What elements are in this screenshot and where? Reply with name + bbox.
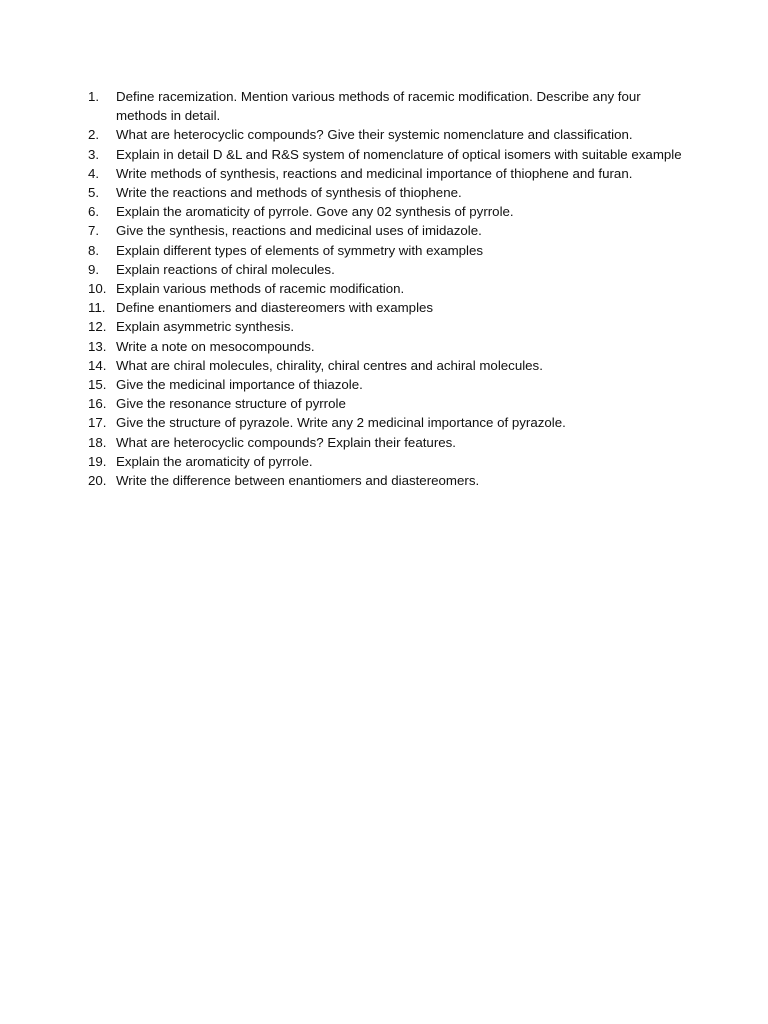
question-number: 6. xyxy=(88,204,100,220)
question-text: Explain reactions of chiral molecules. xyxy=(116,261,335,277)
question-number: 5. xyxy=(88,185,100,201)
question-text: Give the resonance structure of pyrrole xyxy=(116,396,346,412)
question-text: What are heterocyclic compounds? Give their systemic nomenclature and classification. xyxy=(116,127,633,143)
question-number: 16. xyxy=(88,396,107,412)
question-text: Explain the aromaticity of pyrrole. xyxy=(116,453,313,469)
question-item xyxy=(88,125,688,144)
question-number: 7. xyxy=(88,223,100,239)
question-text: Explain asymmetric synthesis. xyxy=(116,319,295,335)
question-text: Write a note on mesocompounds. xyxy=(116,338,315,354)
question-number: 19. xyxy=(88,453,107,469)
question-item xyxy=(88,87,688,125)
question-number: 17. xyxy=(88,415,107,431)
question-number: 10. xyxy=(88,281,107,297)
question-number: 14. xyxy=(88,357,107,373)
question-text: Write the reactions and methods of synthesis of thiophene. xyxy=(116,185,462,201)
question-text: Explain various methods of racemic modification. xyxy=(116,281,405,297)
question-number: 20. xyxy=(88,473,107,489)
question-item xyxy=(88,337,688,356)
question-text: Give the medicinal importance of thiazole. xyxy=(116,377,363,393)
question-list xyxy=(88,87,688,490)
question-item xyxy=(88,433,688,452)
question-text: What are heterocyclic compounds? Explain their features. xyxy=(116,434,456,450)
question-text: Define racemization. Mention various methods of racemic modification. Describe any four methods in detail. xyxy=(116,89,641,124)
question-text: What are chiral molecules, chirality, chiral centres and achiral molecules. xyxy=(116,357,543,373)
question-item xyxy=(88,356,688,375)
question-number: 12. xyxy=(88,319,107,335)
question-text: Define enantiomers and diastereomers with examples xyxy=(116,300,434,316)
question-item xyxy=(88,298,688,317)
question-number: 18. xyxy=(88,434,107,450)
question-number: 15. xyxy=(88,377,107,393)
question-text: Write methods of synthesis, reactions and medicinal importance of thiophene and furan. xyxy=(116,165,633,181)
question-number: 2. xyxy=(88,127,100,143)
question-text: Explain in detail D &L and R&S system of nomenclature of optical isomers with suitable example xyxy=(116,146,682,162)
question-item xyxy=(88,164,688,183)
question-item xyxy=(88,394,688,413)
question-number: 4. xyxy=(88,165,100,181)
question-text: Explain the aromaticity of pyrrole. Gove any 02 synthesis of pyrrole. xyxy=(116,204,514,220)
question-number: 11. xyxy=(88,300,106,316)
question-item xyxy=(88,413,688,432)
question-number: 13. xyxy=(88,338,107,354)
question-item xyxy=(88,317,688,336)
question-item xyxy=(88,471,688,490)
question-item xyxy=(88,375,688,394)
question-item xyxy=(88,221,688,240)
question-number: 8. xyxy=(88,242,100,258)
question-item xyxy=(88,260,688,279)
question-text: Write the difference between enantiomers and diastereomers. xyxy=(116,473,480,489)
question-text: Give the synthesis, reactions and medicinal uses of imidazole. xyxy=(116,223,482,239)
question-number: 3. xyxy=(88,146,100,162)
question-item xyxy=(88,183,688,202)
question-item xyxy=(88,279,688,298)
question-number: 9. xyxy=(88,261,100,277)
question-item xyxy=(88,202,688,221)
question-text: Explain different types of elements of symmetry with examples xyxy=(116,242,484,258)
question-item xyxy=(88,452,688,471)
question-number: 1. xyxy=(88,89,100,104)
question-text: Give the structure of pyrazole. Write any 2 medicinal importance of pyrazole. xyxy=(116,415,566,431)
question-item xyxy=(88,145,688,164)
question-item xyxy=(88,241,688,260)
